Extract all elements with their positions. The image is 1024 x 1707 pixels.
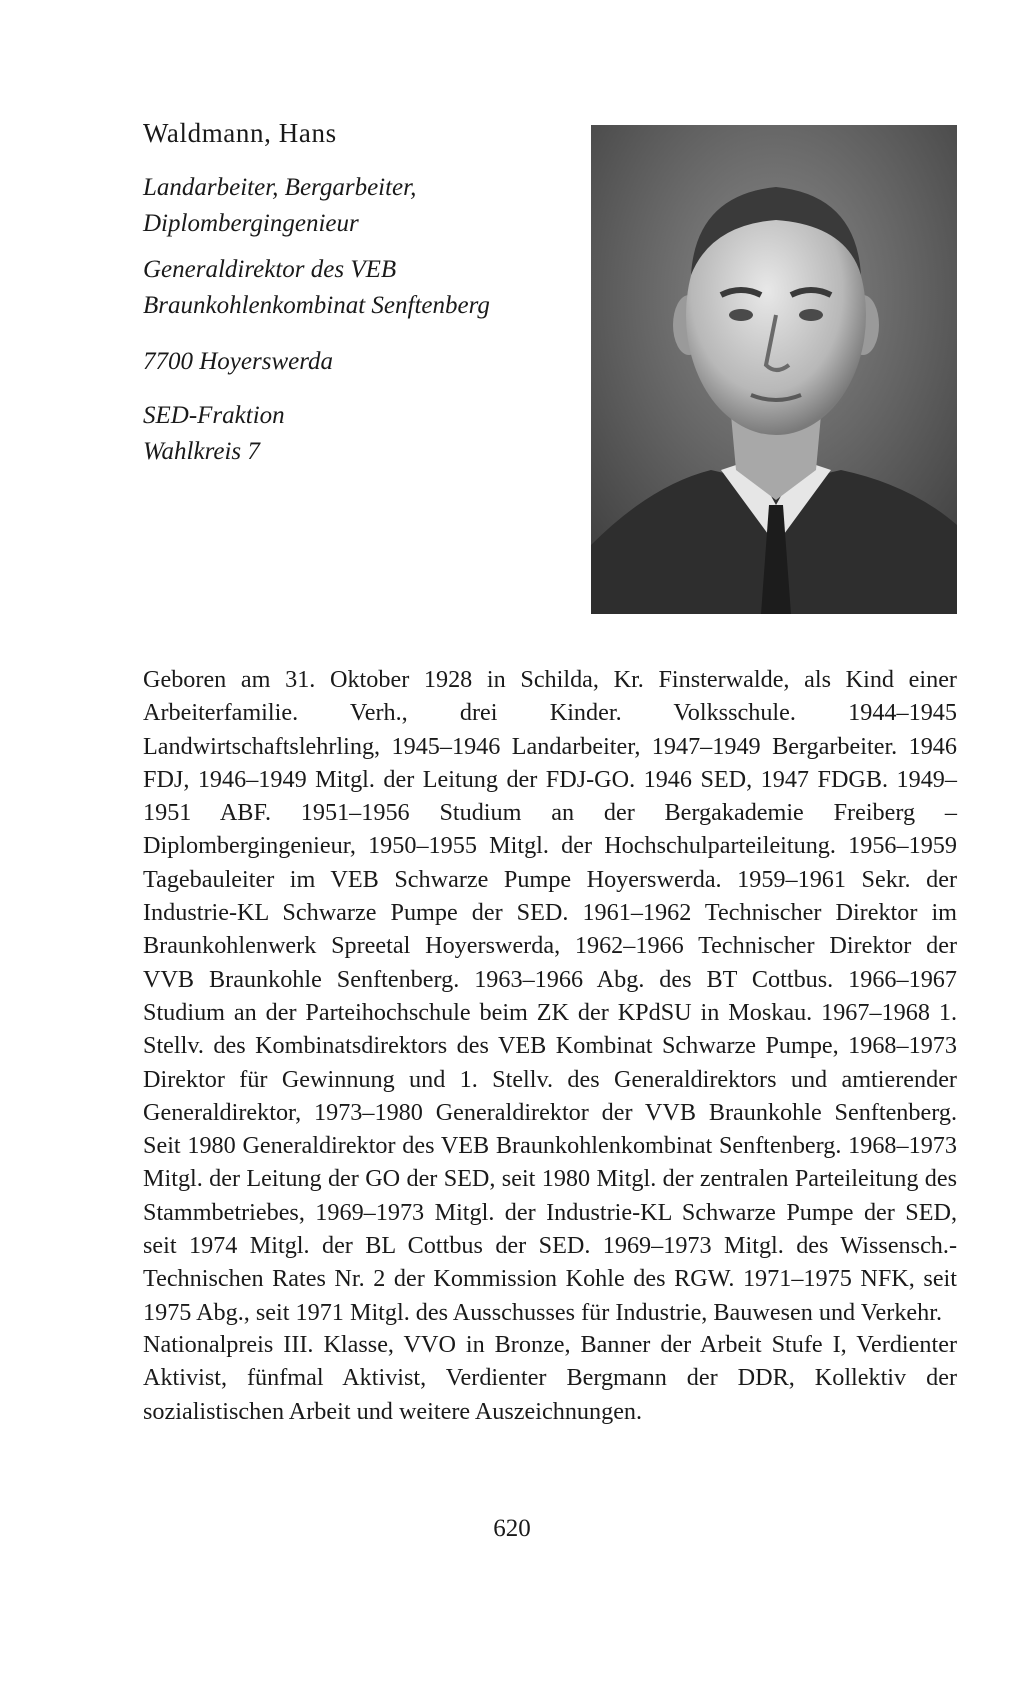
professions <box>143 170 416 242</box>
fraction-line: SED-Fraktion <box>143 402 285 429</box>
position <box>143 252 490 324</box>
awards-text: Nationalpreis III. Klasse, VVO in Bronze, Banner der Arbeit Stufe I, Verdienter Aktivist, fünfmal Aktivist, Verdienter Bergmann der DDR, Kollektiv der sozialistischen Arbeit und weitere Auszeichnungen. <box>143 1331 957 1425</box>
biography-text: Geboren am 31. Oktober 1928 in Schilda, Kr. Finsterwalde, als Kind einer Arbeiterfamilie. Verh., drei Kinder. Volksschule. 1944–1945 Landwirtschaftslehrling, 1945–1946 Landarbeiter, 1947–1949 Bergarbeiter. 1946 FDJ, 1946–1949 Mitgl. der Leitung der FDJ-GO. 1946 SED, 1947 FDGB. 1949–1951 ABF. 1951–1956 Studium an der Bergakademie Freiberg – Diplombergingenieur, 1950–1955 Mitgl. der Hochschulparteileitung. 1956–1959 Tagebauleiter im VEB Schwarze Pumpe Hoyerswerda. 1959–1961 Sekr. der Industrie-KL Schwarze Pumpe der SED. 1961–1962 Technischer Direktor im Braunkohlenwerk Spreetal Hoyerswerda, 1962–1966 Technischer Direktor der VVB Braunkohle Senftenberg. 1963–1966 Abg. des BT Cottbus. 1966–1967 Studium an der Parteihochschule beim ZK der KPdSU in Moskau. 1967–1968 1. Stellv. des Kombinatsdirektors des VEB Kombinat Schwarze Pumpe, 1968–1973 Direktor für Gewinnung und 1. Stellv. des Generaldirektors und amtierender Generaldirektor, 1973–1980 Generaldirektor der VVB Braunkohle Senftenberg. Seit 1980 Generaldirektor des VEB Braunkohlenkombinat Senftenberg. 1968–1973 Mitgl. der Leitung der GO der SED, seit 1980 Mitgl. der zentralen Parteileitung des Stammbetriebes, 1969–1973 Mitgl. der Industrie-KL Schwarze Pumpe der SED, seit 1974 Mitgl. der BL Cottbus der SED. 1969–1973 Mitgl. des Wissensch.-Technischen Rates Nr. 2 der Kommission Kohle des RGW. 1971–1975 NFK, seit 1975 Abg., seit 1971 Mitgl. des Ausschusses für Industrie, Bauwesen und Verkehr. <box>143 666 957 1326</box>
profession-line: Landarbeiter, Bergarbeiter, <box>143 174 417 201</box>
address <box>143 344 333 380</box>
profession-line: Diplombergingenieur <box>143 210 359 237</box>
position-line: Generaldirektor des VEB <box>143 256 397 283</box>
position-line: Braunkohlenkombinat Senftenberg <box>143 292 490 319</box>
entry-name: Waldmann, Hans <box>143 118 337 148</box>
page-number: 620 <box>493 1515 531 1542</box>
fraction <box>143 398 285 470</box>
portrait-photo <box>591 125 957 614</box>
address-line: 7700 Hoyerswerda <box>143 348 334 375</box>
portrait-illustration <box>591 125 957 614</box>
constituency-line: Wahlkreis 7 <box>143 438 260 465</box>
